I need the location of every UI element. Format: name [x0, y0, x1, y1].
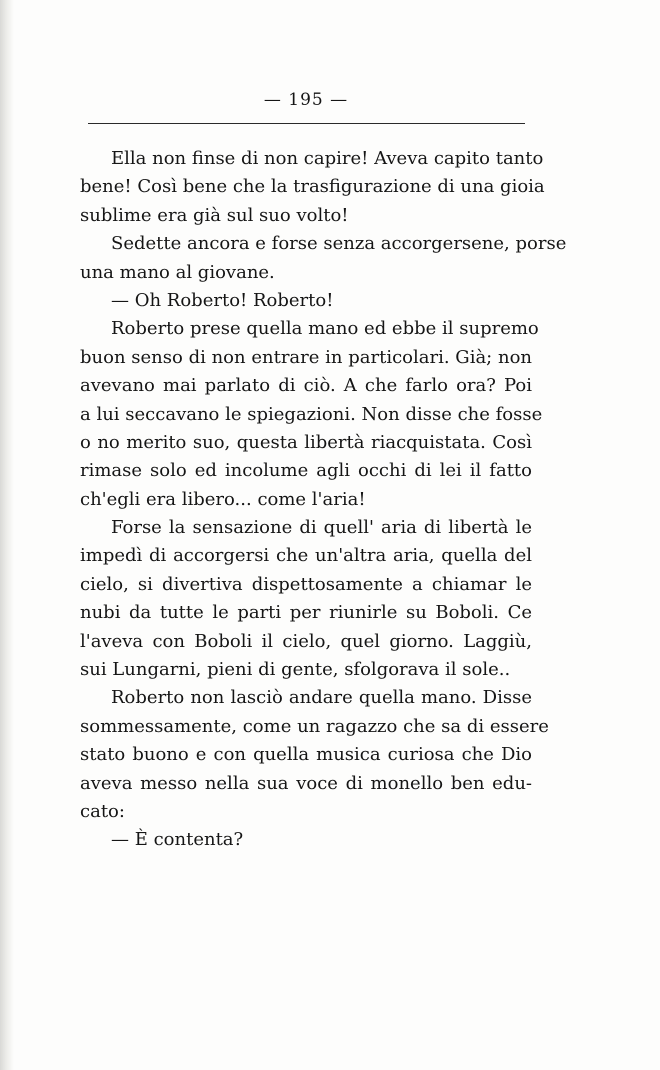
text-line: cielo, si divertiva dispettosamente a chiamar le — [80, 573, 532, 595]
text-line: nubi da tutte le parti per riunirle su Boboli. Ce — [80, 602, 532, 624]
text-line: stato buono e con quella musica curiosa che Dio — [80, 744, 532, 766]
text-line: sublime era già sul suo volto! — [80, 204, 349, 226]
text-line: rimase solo ed incolume agli occhi di lei il fatto — [80, 460, 532, 482]
text-line: — Oh Roberto! Roberto! — [111, 289, 334, 311]
page-number: — 195 — — [263, 90, 349, 110]
text-line: — È contenta? — [111, 829, 244, 851]
text-line: sommessamente, come un ragazzo che sa di essere — [80, 715, 549, 737]
header-rule — [88, 123, 525, 124]
text-line: a lui seccavano le spiegazioni. Non disse che fosse — [80, 403, 543, 425]
text-line: aveva messo nella sua voce di monello ben edu- — [80, 772, 532, 794]
text-line: avevano mai parlato di ciò. A che farlo ora? Poi — [80, 375, 532, 397]
text-line: buon senso di non entrare in particolari. Già; non — [80, 346, 532, 368]
text-line: cato: — [80, 800, 125, 822]
text-line: Roberto prese quella mano ed ebbe il supremo — [111, 318, 539, 340]
text-line: sui Lungarni, pieni di gente, sfolgorava il sole.. — [80, 659, 511, 681]
body-text — [80, 145, 567, 855]
text-line: Forse la sensazione di quell' aria di libertà le — [111, 517, 532, 539]
page-left-edge — [0, 0, 14, 1070]
text-line: Ella non finse di non capire! Aveva capito tanto — [111, 148, 544, 169]
text-line: o no merito suo, questa libertà riacquistata. Così — [80, 431, 532, 453]
text-line: ch'egli era libero... come l'aria! — [80, 488, 366, 510]
text-line: l'aveva con Boboli il cielo, quel giorno. Laggiù, — [80, 630, 532, 652]
text-line: una mano al giovane. — [80, 261, 275, 283]
text-line: Roberto non lasciò andare quella mano. Disse — [111, 687, 532, 709]
text-line: Sedette ancora e forse senza accorgersene, porse — [111, 233, 567, 255]
text-line: bene! Così bene che la trasfigurazione di una gioia — [80, 176, 545, 198]
text-line: impedì di accorgersi che un'altra aria, quella del — [80, 545, 532, 567]
